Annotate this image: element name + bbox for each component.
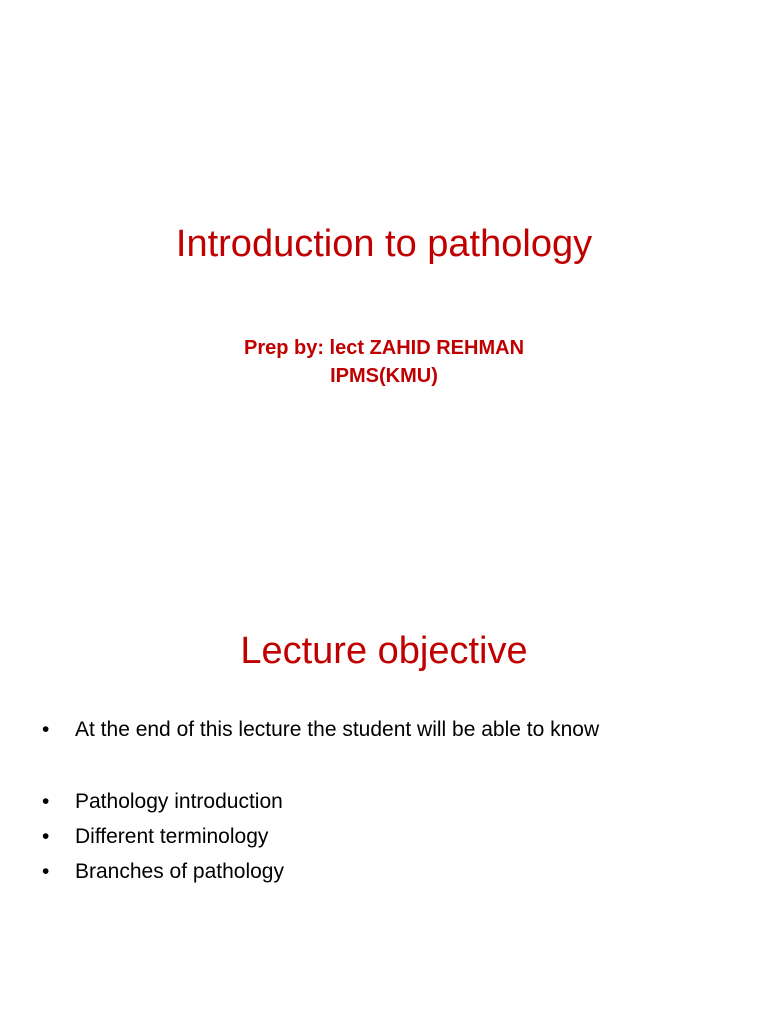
bullet-icon: • — [42, 860, 50, 883]
institution-line: IPMS(KMU) — [330, 365, 438, 387]
objective-list — [42, 716, 742, 893]
slide-objectives — [0, 512, 768, 1024]
list-item-text: Different terminology — [75, 825, 269, 848]
bullet-icon: • — [42, 718, 50, 741]
list-item — [42, 716, 742, 751]
slide-1-title: Introduction to pathology — [175, 223, 593, 265]
bullet-icon: • — [42, 790, 50, 813]
author-line: Prep by: lect ZAHID REHMAN — [243, 337, 525, 359]
list-item-text: Branches of pathology — [75, 860, 284, 883]
list-item — [42, 823, 742, 858]
list-item — [42, 858, 742, 893]
list-item-text: Pathology introduction — [75, 790, 283, 813]
slide-1-subtitle — [0, 334, 768, 390]
list-item — [42, 788, 742, 823]
list-item-text: At the end of this lecture the student will be able to know — [75, 718, 600, 741]
bullet-icon: • — [42, 825, 50, 848]
slide-2-title: Lecture objective — [240, 630, 528, 672]
